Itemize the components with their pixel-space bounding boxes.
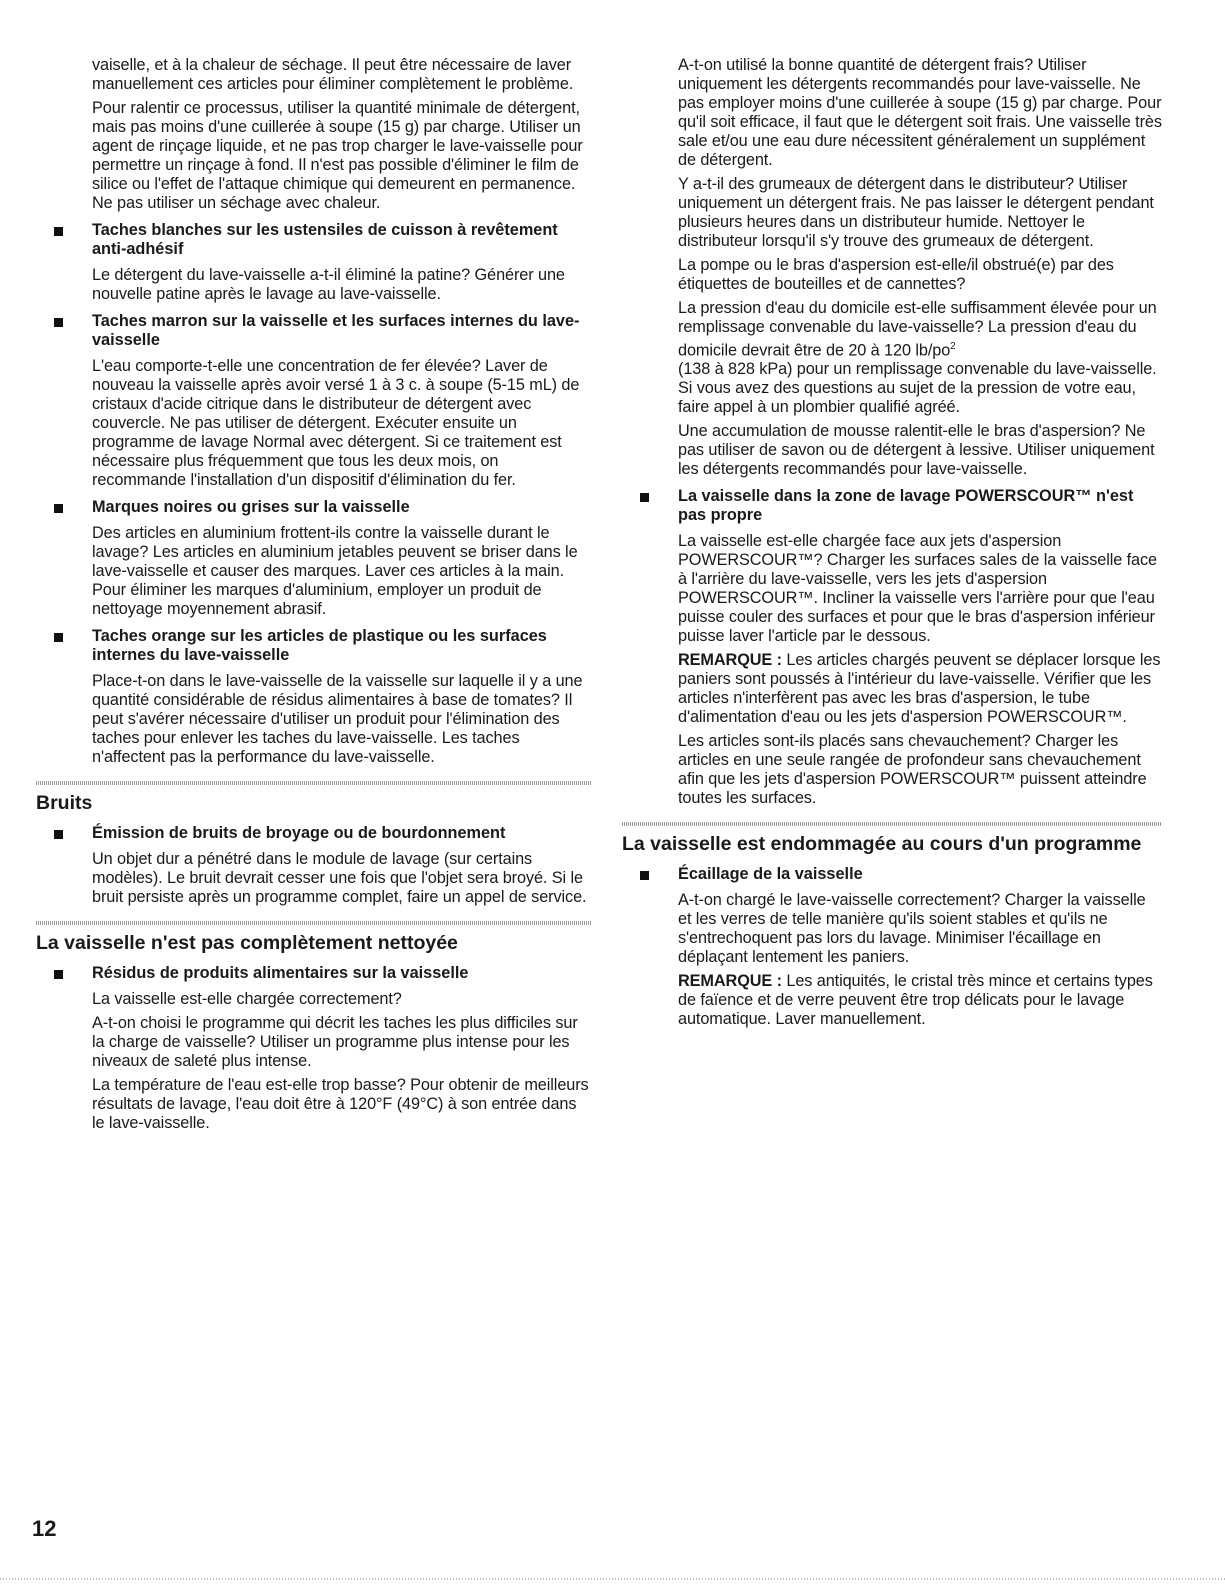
- square-bullet-icon: [54, 318, 63, 327]
- paragraph: La pompe ou le bras d'aspersion est-elle/il obstrué(e) par des étiquettes de bouteilles et de cannettes?: [678, 256, 1114, 293]
- right-column: [622, 56, 1162, 1034]
- left-column: [36, 56, 592, 1138]
- section-divider: [622, 822, 1162, 826]
- paragraph: Un objet dur a pénétré dans le module de lavage (sur certains modèles). Le bruit devrait cesser une fois que l'objet sera broyé. Si le bruit persiste après un programme complet, faire un appel de service.: [92, 850, 587, 906]
- section-heading-endommagee: La vaisselle est endommagée au cours d'un programme: [622, 833, 1142, 856]
- paragraph: Y a-t-il des grumeaux de détergent dans le distributeur? Utiliser uniquement un détergent frais. Ne pas laisser le détergent pendant plusieurs heures dans un distributeur humide. Nettoyer le distributeur lorsqu'il s'y trouve des grumeaux de détergent.: [678, 175, 1154, 250]
- note-paragraph: [622, 972, 1162, 1029]
- superscript: 2: [950, 341, 956, 352]
- paragraph: Pour ralentir ce processus, utiliser la quantité minimale de détergent, mais pas moins d'une cuillerée à soupe (15 g) par charge. Utiliser un agent de rinçage liquide, et ne pas trop charger le lave-vaisselle pour permettre un rinçage à fond. Il n'est pas possible d'éliminer le film de silice ou l'effet de l'attaque chimique qui demeurent en permanence. Ne pas utiliser un séchage avec chaleur.: [92, 99, 583, 212]
- bullet-item: [622, 865, 1162, 884]
- paragraph-text: La pression d'eau du domicile est-elle suffisamment élevée pour un remplissage convenable du lave-vaisselle? La pression d'eau du domicile devrait être de 20 à 120 lb/po: [678, 299, 1157, 360]
- paragraph: Le détergent du lave-vaisselle a-t-il éliminé la patine? Générer une nouvelle patine après le lavage au lave-vaisselle.: [92, 266, 565, 303]
- section-divider: [36, 921, 592, 925]
- section-divider: [36, 781, 592, 785]
- bullet-item: [36, 221, 592, 259]
- paragraph: Place-t-on dans le lave-vaisselle de la vaisselle sur laquelle il y a une quantité considérable de résidus alimentaires à base de tomates? Il peut s'avérer nécessaire d'utiliser un produit pour l'élimination des taches pour enlever les taches du lave-vaisselle. Les taches n'affectent pas la performance du lave-vaisselle.: [92, 672, 583, 766]
- bullet-title: Émission de bruits de broyage ou de bourdonnement: [92, 824, 506, 842]
- page-number: 12: [32, 1516, 57, 1541]
- paragraph: L'eau comporte-t-elle une concentration de fer élevée? Laver de nouveau la vaisselle après avoir versé 1 à 3 c. à soupe (5-15 mL) de cristaux d'acide citrique dans le distributeur de détergent avec couvercle. Ne pas utiliser de détergent. Exécuter ensuite un programme de lavage Normal avec détergent. Si ce traitement est nécessaire plus fréquemment que tous les deux mois, on recommande l'installation d'un dispositif d'élimination du fer.: [92, 357, 580, 489]
- paragraph: Des articles en aluminium frottent-ils contre la vaisselle durant le lavage? Les articles en aluminium jetables peuvent se briser dans le lave-vaisselle et causer des marques. Laver ces articles à la main. Pour éliminer les marques d'aluminium, employer un produit de nettoyage moyennement abrasif.: [92, 524, 578, 618]
- paragraph: vaiselle, et à la chaleur de séchage. Il peut être nécessaire de laver manuellement ces articles pour éliminer complètement le problème.: [92, 56, 574, 93]
- paragraph: A-t-on chargé le lave-vaisselle correctement? Charger la vaisselle et les verres de telle manière qu'ils soient stables et qu'ils ne s'entrechoquent pas lors du lavage. Minimiser l'écaillage en déplaçant lentement les paniers.: [678, 891, 1146, 967]
- paragraph: Une accumulation de mousse ralentit-elle le bras d'aspersion? Ne pas utiliser de savon ou de détergent à lessive. Utiliser uniquement les détergents recommandés pour lave-vaisselle.: [678, 422, 1155, 479]
- paragraph: La température de l'eau est-elle trop basse? Pour obtenir de meilleurs résultats de lavage, l'eau doit être à 120°F (49°C) à son entrée dans le lave-vaisselle.: [92, 1076, 589, 1132]
- bullet-item: [36, 824, 592, 843]
- bullet-item: [36, 627, 592, 665]
- bullet-title: Taches orange sur les articles de plastique ou les surfaces internes du lave-vaisselle: [92, 627, 547, 664]
- bullet-title: Marques noires ou grises sur la vaisselle: [92, 498, 410, 516]
- bullet-item: [36, 312, 592, 350]
- square-bullet-icon: [54, 227, 63, 236]
- square-bullet-icon: [54, 633, 63, 642]
- note-paragraph: [622, 651, 1162, 727]
- paragraph-text: (138 à 828 kPa) pour un remplissage convenable du lave-vaisselle. Si vous avez des questions au sujet de la pression de votre eau, faire appel à un plombier qualifié agréé.: [678, 360, 1157, 417]
- bullet-item: [622, 487, 1162, 525]
- bullet-item: [36, 964, 592, 983]
- paragraph: A-t-on utilisé la bonne quantité de détergent frais? Utiliser uniquement les détergents recommandés pour lave-vaisselle. Ne pas employer moins d'une cuillerée à soupe (15 g) par charge. Pour qu'il soit efficace, il faut que le détergent soit frais. Une vaisselle très sale et/ou une eau dure nécessitent généralement un supplément de détergent.: [678, 56, 1162, 169]
- paragraph: La vaisselle est-elle chargée face aux jets d'aspersion POWERSCOUR™? Charger les surfaces sales de la vaisselle face à l'arrière du lave-vaisselle, vers les jets d'aspersion POWERSCOUR™. Incliner la vaisselle vers l'arrière pour que l'eau puisse couler des surfaces et pour que le bras d'aspersion inférieur puisse laver l'article par le dessous.: [678, 532, 1157, 646]
- bullet-title: Résidus de produits alimentaires sur la vaisselle: [92, 964, 469, 982]
- paragraph: [622, 299, 1162, 417]
- bottom-divider: [0, 1578, 1225, 1580]
- note-text: Les antiquités, le cristal très mince et certains types de faïence et de verre peuvent être trop délicats pour le lavage automatique. Laver manuellement.: [678, 972, 1153, 1029]
- bullet-title: Écaillage de la vaisselle: [678, 865, 863, 884]
- bullet-title: Taches blanches sur les ustensiles de cuisson à revêtement anti-adhésif: [92, 221, 558, 258]
- note-text: Les articles chargés peuvent se déplacer lorsque les paniers sont poussés à l'intérieur du lave-vaisselle. Vérifier que les articles n'interfèrent pas avec les bras d'aspersion, le tube d'alimentation d'eau ou les jets d'aspersion POWERSCOUR™.: [678, 651, 1161, 727]
- note-label: REMARQUE :: [678, 651, 782, 670]
- bullet-title: Taches marron sur la vaisselle et les surfaces internes du lave-vaisselle: [92, 312, 580, 349]
- paragraph: La vaisselle est-elle chargée correctement?: [92, 990, 402, 1008]
- paragraph: A-t-on choisi le programme qui décrit les taches les plus difficiles sur la charge de vaisselle? Utiliser un programme plus intense pour les niveaux de saleté plus intense.: [92, 1014, 578, 1070]
- square-bullet-icon: [54, 830, 63, 839]
- section-heading-nettoyee: La vaisselle n'est pas complètement nettoyée: [36, 932, 458, 954]
- square-bullet-icon: [54, 504, 63, 513]
- bullet-title: La vaisselle dans la zone de lavage POWERSCOUR™ n'est pas propre: [678, 487, 1134, 525]
- bullet-item: [36, 498, 592, 517]
- paragraph: Les articles sont-ils placés sans chevauchement? Charger les articles en une seule rangée de profondeur sans chevauchement afin que les jets d'aspersion POWERSCOUR™ puissent atteindre toutes les surfaces.: [678, 732, 1147, 808]
- square-bullet-icon: [54, 970, 63, 979]
- square-bullet-icon: [640, 493, 649, 502]
- section-heading-bruits: Bruits: [36, 792, 93, 814]
- square-bullet-icon: [640, 871, 649, 880]
- note-label: REMARQUE :: [678, 972, 782, 991]
